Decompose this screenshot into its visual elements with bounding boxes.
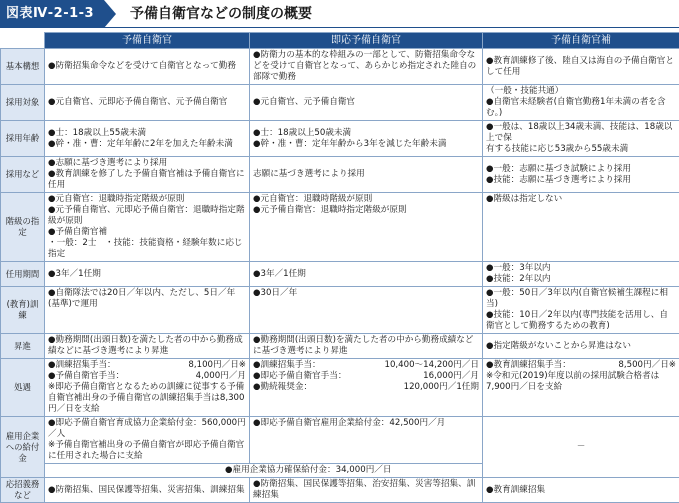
cell bbox=[45, 193, 250, 262]
cell-line: ●即応予備自衛官育成協力企業給付金：560,000円／人 bbox=[48, 418, 246, 440]
pay-value: 8,100円／日※ bbox=[188, 360, 246, 371]
cell bbox=[45, 121, 250, 157]
cell: ●自衛隊法では20日／年以内、ただし、5日／年(基準)で運用 bbox=[45, 287, 250, 334]
cell bbox=[45, 417, 250, 464]
cell: ●即応予備自衛官雇用企業給付金：42,500円／月 bbox=[250, 417, 483, 464]
cell-line: ●元自衛官：退職時指定階級が原則 bbox=[48, 194, 246, 205]
pay-label: ●予備自衛官手当： bbox=[48, 371, 124, 382]
pay-label: ●即応予備自衛官手当： bbox=[253, 371, 346, 382]
cell: ●指定階級がないことから昇進はない bbox=[483, 334, 679, 359]
pay-label: ●勤続報奨金： bbox=[253, 382, 312, 393]
cell bbox=[250, 359, 483, 417]
pay-line bbox=[48, 371, 246, 382]
cell-line: ●幹・准・曹：定年年齢から3年を減じた年齢未満 bbox=[253, 139, 479, 150]
row-label-treatment: 処遇 bbox=[1, 359, 45, 417]
pay-label: ●訓練招集手当： bbox=[48, 360, 116, 371]
cell bbox=[45, 359, 250, 417]
col-header-reserve: 予備自衛官 bbox=[45, 33, 250, 49]
corner-cell bbox=[1, 33, 45, 49]
cell: ●3年／1任期 bbox=[45, 262, 250, 287]
figure-header bbox=[0, 0, 679, 28]
cell: ●勤務期間(出頭日数)を満たした者の中から勤務成績などに基づき選考により昇進 bbox=[45, 334, 250, 359]
cell bbox=[250, 121, 483, 157]
row-label-rank: 階級の指定 bbox=[1, 193, 45, 262]
cell bbox=[45, 157, 250, 193]
pay-value: 120,000円／1任期 bbox=[404, 382, 479, 393]
system-overview-table bbox=[0, 32, 679, 503]
title-underline bbox=[104, 27, 679, 28]
cell bbox=[483, 262, 679, 287]
figure-label: 図表Ⅳ-2-1-3 bbox=[0, 0, 104, 28]
cell bbox=[483, 85, 679, 121]
table-row bbox=[1, 417, 679, 464]
cell: ●教育訓練修了後、陸自又は海自の予備自衛官として任用 bbox=[483, 49, 679, 85]
cell bbox=[483, 157, 679, 193]
cell-line: ●幹・准・曹：定年年齢に2年を加えた年齢未満 bbox=[48, 139, 246, 150]
cell bbox=[483, 121, 679, 157]
cell-line: ●士：18歳以上55歳未満 bbox=[48, 128, 246, 139]
pay-line bbox=[253, 360, 479, 371]
cell-line: ●元予備自衛官、元即応予備自衛官：退職時指定階級が原則 bbox=[48, 205, 246, 227]
cell-line: ●技能：2年以内 bbox=[486, 274, 676, 285]
figure-title: 予備自衛官などの制度の概要 bbox=[130, 0, 312, 28]
table-row bbox=[1, 287, 679, 334]
pay-note: ※令和元(2019)年度以前の採用試験合格者は7,900円／日を支給 bbox=[486, 371, 676, 393]
cell-line: ●自衛官未経験者(自衛官勤務1年未満の者を含む。) bbox=[486, 97, 676, 119]
pay-value: 10,400～14,200円／日 bbox=[384, 360, 479, 371]
cell-line: ※予備自衛官補出身の予備自衛官が即応予備自衛官に任用された場合に支給 bbox=[48, 440, 246, 462]
table-row bbox=[1, 478, 679, 503]
cell: ●防衛招集命令などを受けて自衛官となって勤務 bbox=[45, 49, 250, 85]
cell: － bbox=[483, 417, 679, 478]
row-label-duty: 応招義務など bbox=[1, 478, 45, 503]
cell-line: 有する技能に応じ53歳から55歳未満 bbox=[486, 144, 676, 155]
row-label-training: (教育)訓練 bbox=[1, 287, 45, 334]
row-label-target: 採用対象 bbox=[1, 85, 45, 121]
cell-line: ・一般：2士 ・技能：技能資格・経験年数に応じ指定 bbox=[48, 238, 246, 260]
cell-line: ●一般：志願に基づき試験により採用 bbox=[486, 164, 676, 175]
header-row bbox=[1, 33, 679, 49]
cell-line: ●一般：3年以内 bbox=[486, 263, 676, 274]
cell: 志願に基づき選考により採用 bbox=[250, 157, 483, 193]
cell: ●30日／年 bbox=[250, 287, 483, 334]
cell: ●元自衛官、元予備自衛官 bbox=[250, 85, 483, 121]
col-header-candidate: 予備自衛官補 bbox=[483, 33, 679, 49]
row-label-age: 採用年齢 bbox=[1, 121, 45, 157]
cell-line: ●一般は、18歳以上34歳未満、技能は、18歳以上で保 bbox=[486, 122, 676, 144]
cell-line: ●一般：50日／3年以内(自衛官候補生課程に相当) bbox=[486, 288, 676, 310]
pay-line bbox=[253, 382, 479, 393]
cell-line: ●教育訓練を修了した予備自衛官補は予備自衛官に任用 bbox=[48, 169, 246, 191]
shared-benefit-cell: ●雇用企業協力確保給付金：34,000円／日 bbox=[45, 464, 483, 478]
table-row bbox=[1, 157, 679, 193]
table-row bbox=[1, 121, 679, 157]
table-row bbox=[1, 85, 679, 121]
pay-label: ●教育訓練招集手当： bbox=[486, 360, 571, 371]
cell-line: ●志願に基づき選考により採用 bbox=[48, 158, 246, 169]
row-label-employer: 雇用企業への給付金 bbox=[1, 417, 45, 478]
cell-line: ●技能：志願に基づき選考により採用 bbox=[486, 175, 676, 186]
cell bbox=[250, 193, 483, 262]
pay-value: 8,500円／日※ bbox=[618, 360, 676, 371]
table-row bbox=[1, 49, 679, 85]
col-header-ready-reserve: 即応予備自衛官 bbox=[250, 33, 483, 49]
cell bbox=[483, 359, 679, 417]
row-label-term: 任用期間 bbox=[1, 262, 45, 287]
cell-line: ●元予備自衛官：退職時指定階級が原則 bbox=[253, 205, 479, 216]
cell-line: ●元自衛官：退職時階級が原則 bbox=[253, 194, 479, 205]
cell-line: ●予備自衛官補 bbox=[48, 227, 246, 238]
cell: ●階級は指定しない bbox=[483, 193, 679, 262]
pay-line bbox=[486, 360, 676, 371]
cell-line: （一般・技能共通） bbox=[486, 86, 676, 97]
row-label-promotion: 昇進 bbox=[1, 334, 45, 359]
pay-value: 16,000円／月 bbox=[423, 371, 479, 382]
table-row bbox=[1, 262, 679, 287]
cell: ●3年／1任期 bbox=[250, 262, 483, 287]
figure-label-arrow bbox=[104, 0, 116, 28]
cell: ●防衛力の基本的な枠組みの一部として、防衛招集命令などを受けて自衛官となって、あらかじめ指定された陸自の部隊で勤務 bbox=[250, 49, 483, 85]
row-label-hiring: 採用など bbox=[1, 157, 45, 193]
cell-line: ●技能：10日／2年以内(専門技能を活用し、自衛官として勤務するための教育) bbox=[486, 310, 676, 332]
table-row bbox=[1, 193, 679, 262]
table-row bbox=[1, 334, 679, 359]
cell-line: ●士：18歳以上50歳未満 bbox=[253, 128, 479, 139]
pay-note: ※即応予備自衛官となるための訓練に従事する予備自衛官補出身の予備自衛官の訓練招集手当は8,300円／日を支給 bbox=[48, 382, 246, 415]
cell: ●教育訓練招集 bbox=[483, 478, 679, 503]
row-label-concept: 基本構想 bbox=[1, 49, 45, 85]
cell bbox=[483, 287, 679, 334]
cell: ●元自衛官、元即応予備自衛官、元予備自衛官 bbox=[45, 85, 250, 121]
pay-line bbox=[253, 371, 479, 382]
cell: ●防衛招集、国民保護等招集、治安招集、災害等招集、訓練招集 bbox=[250, 478, 483, 503]
pay-line bbox=[48, 360, 246, 371]
pay-label: ●訓練招集手当： bbox=[253, 360, 321, 371]
cell: ●勤務期間(出頭日数)を満たした者の中から勤務成績などに基づき選考により昇進 bbox=[250, 334, 483, 359]
cell: ●防衛招集、国民保護等招集、災害招集、訓練招集 bbox=[45, 478, 250, 503]
pay-value: 4,000円／月 bbox=[196, 371, 246, 382]
table-row bbox=[1, 359, 679, 417]
